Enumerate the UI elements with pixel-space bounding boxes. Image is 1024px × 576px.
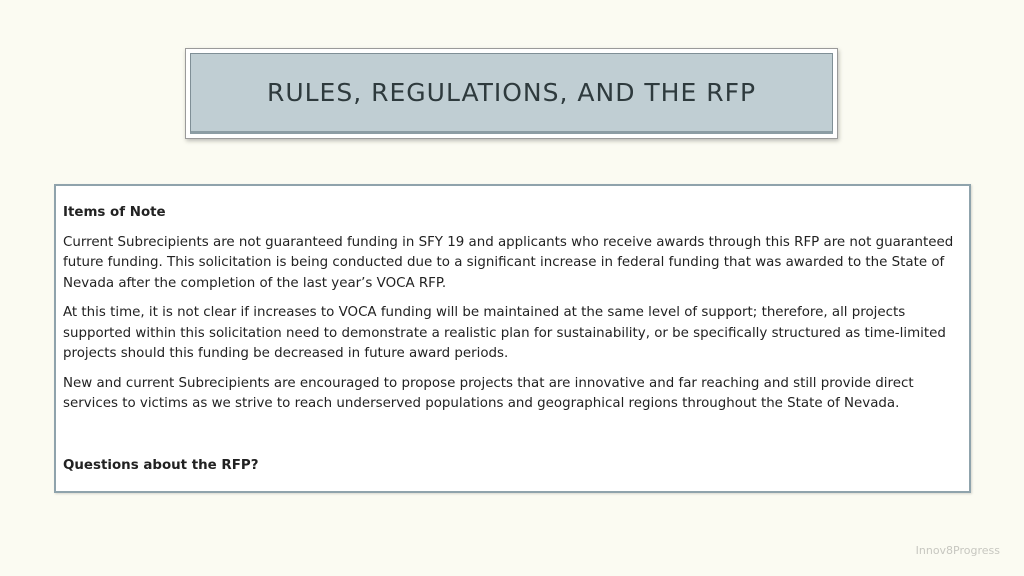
paragraph-funding-guarantee: Current Subrecipients are not guaranteed funding in SFY 19 and applicants who receive awards through this RFP are not guaranteed future funding. This solicitation is being conducted due to a significant increase in federal funding that was awarded to the State of Nevada after the completion of the last year’s VOCA RFP. — [63, 234, 954, 291]
paragraph-encouragement: New and current Subrecipients are encouraged to propose projects that are innovative and far reaching and still provide direct services to victims as we strive to reach underserved populations and geographical regions throughout the State of Nevada. — [63, 375, 914, 411]
slide-title: RULES, REGULATIONS, AND THE RFP — [266, 78, 757, 107]
questions-heading: Questions about the RFP? — [63, 457, 259, 473]
title-frame — [185, 48, 838, 139]
paragraph-sustainability: At this time, it is not clear if increases to VOCA funding will be maintained at the same level of support; therefore, all projects supported within this solicitation need to demonstrate a realistic plan for sustainability, or be specifically structured as time-limited projects should this funding be decreased in future award periods. — [63, 305, 946, 361]
spacer — [63, 424, 962, 456]
content-box — [54, 184, 971, 493]
items-of-note-heading: Items of Note — [63, 205, 166, 220]
title-banner — [190, 53, 833, 134]
footer-brand: Innov8Progress — [915, 544, 1000, 557]
